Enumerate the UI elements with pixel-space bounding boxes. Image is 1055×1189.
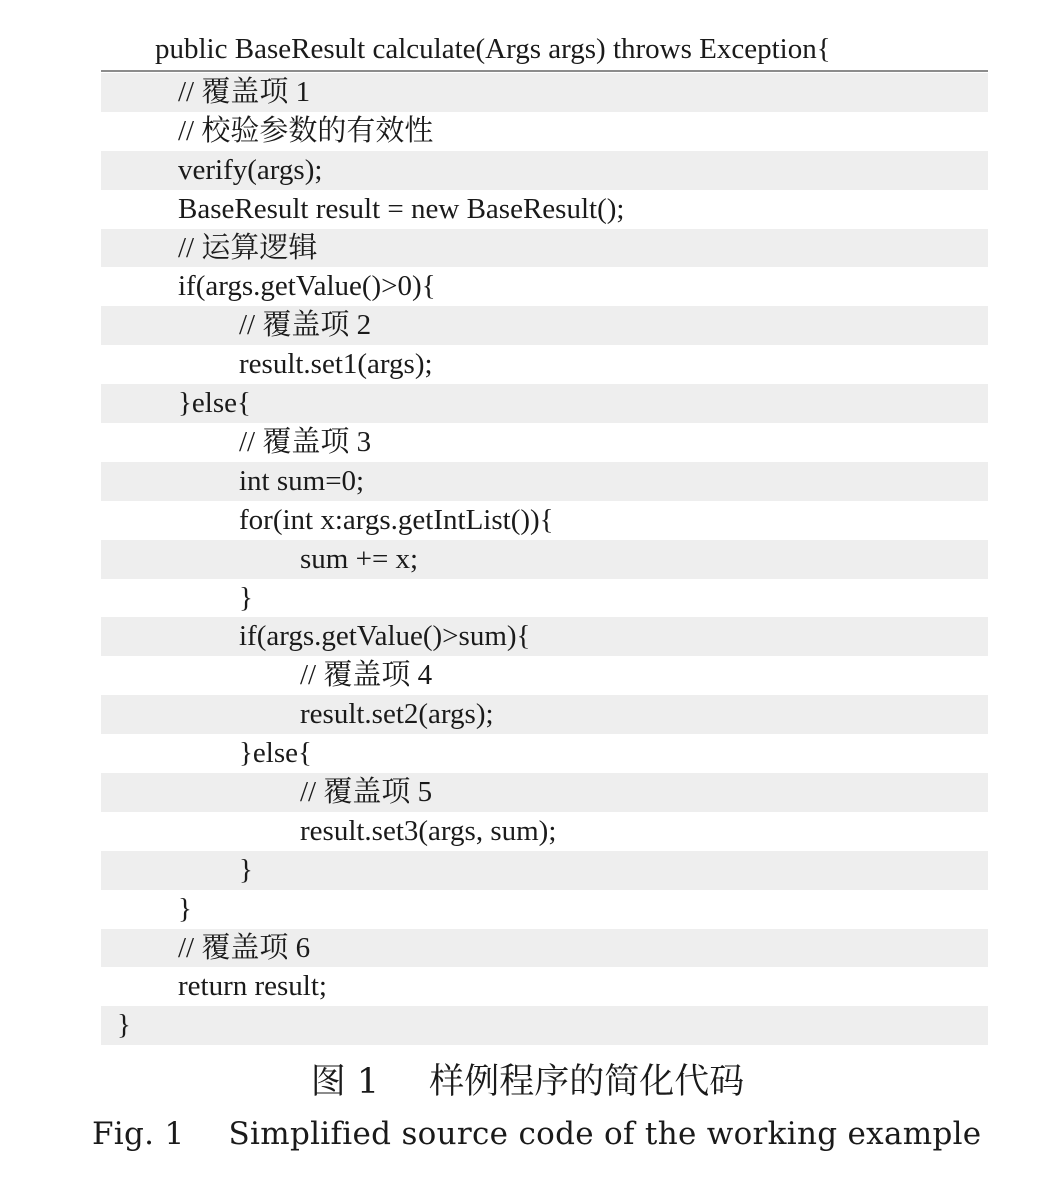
caption-en-label: Fig. 1 xyxy=(92,1116,185,1152)
code-line: BaseResult result = new BaseResult(); xyxy=(178,192,625,225)
code-line: } xyxy=(239,581,253,614)
code-line: // 运算逻辑 xyxy=(101,229,988,268)
caption-cn-text: 样例程序的简化代码 xyxy=(429,1062,745,1102)
code-line: // 覆盖项 3 xyxy=(239,426,372,459)
code-line: // 覆盖项 4 xyxy=(300,659,433,692)
code-line: // 覆盖项 6 xyxy=(101,929,988,968)
code-line: for(int x:args.getIntList()){ xyxy=(239,503,554,536)
code-line: }else{ xyxy=(101,384,988,423)
code-line: // 覆盖项 5 xyxy=(101,773,988,812)
code-line: // 校验参数的有效性 xyxy=(178,114,434,147)
code-line: }else{ xyxy=(239,737,312,770)
figure-caption-chinese xyxy=(0,1058,1055,1106)
code-line: // 覆盖项 2 xyxy=(101,306,988,345)
code-line: if(args.getValue()>sum){ xyxy=(101,617,988,656)
code-line: // 覆盖项 1 xyxy=(101,73,988,112)
caption-cn-label: 图 1 xyxy=(310,1062,380,1102)
code-line: result.set2(args); xyxy=(101,695,988,734)
code-header-line: public BaseResult calculate(Args args) throws Exception{ xyxy=(155,33,831,65)
code-line: result.set1(args); xyxy=(239,348,433,381)
code-line: } xyxy=(178,892,192,925)
code-line: verify(args); xyxy=(101,151,988,190)
figure-caption-english xyxy=(92,1112,981,1156)
code-line: return result; xyxy=(178,970,327,1003)
code-line: result.set3(args, sum); xyxy=(300,814,557,847)
code-line: if(args.getValue()>0){ xyxy=(178,270,436,303)
code-line: } xyxy=(101,1006,988,1045)
code-line: int sum=0; xyxy=(101,462,988,501)
code-block xyxy=(101,73,988,1045)
header-rule xyxy=(101,70,988,72)
code-line: sum += x; xyxy=(101,540,988,579)
code-line: } xyxy=(101,851,988,890)
caption-en-text: Simplified source code of the working example xyxy=(228,1116,982,1152)
